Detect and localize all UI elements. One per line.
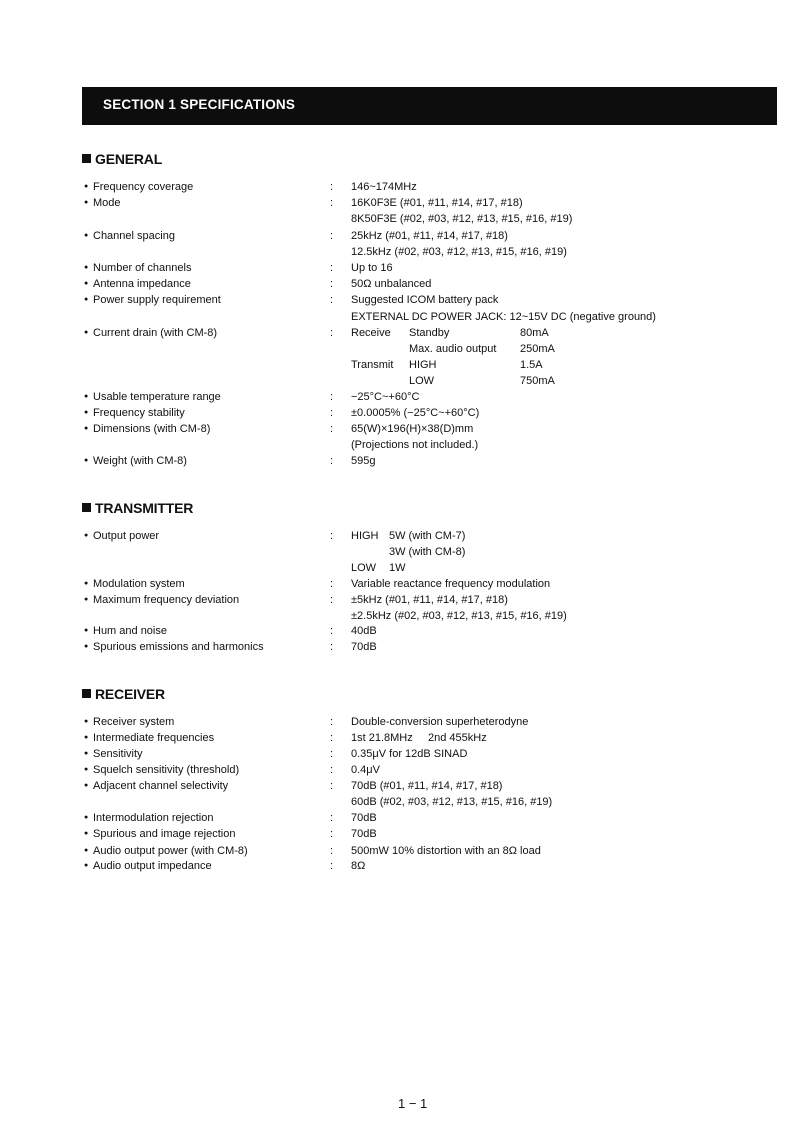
spec-row-spurious-image: ● Spurious and image rejection : 70dB	[0, 826, 797, 842]
spec-row-output-power-low: LOW 1W	[351, 562, 406, 574]
spec-row-audio-impedance: ● Audio output impedance : 8Ω	[0, 858, 797, 874]
spec-row-output-power: ● Output power : HIGH 5W (with CM-7)	[0, 528, 797, 544]
spec-row-power-supply-cont: EXTERNAL DC POWER JACK: 12~15V DC (negative ground)	[351, 311, 656, 323]
spec-row-channel-spacing-cont: 12.5kHz (#02, #03, #12, #13, #15, #16, #19)	[351, 246, 567, 258]
spec-row-dimensions: ● Dimensions (with CM-8) : 65(W)×196(H)×38(D)mm	[0, 421, 797, 437]
spec-row-output-power-cm8: 3W (with CM-8)	[389, 546, 466, 558]
transmitter-heading: TRANSMITTER	[82, 500, 193, 516]
spec-row-mode-cont: 8K50F3E (#02, #03, #12, #13, #15, #16, #19)	[351, 213, 573, 225]
spec-row-dimensions-cont: (Projections not included.)	[351, 439, 479, 451]
spec-row-current-drain-max-audio: Max. audio output 250mA	[409, 343, 555, 355]
spec-row-intermod: ● Intermodulation rejection : 70dB	[0, 810, 797, 826]
spec-row-squelch: ● Squelch sensitivity (threshold) : 0.4μV	[0, 762, 797, 778]
spec-row-frequency-coverage: ● Frequency coverage : 146~174MHz	[0, 179, 797, 195]
spec-row-current-drain-transmit-low: LOW 750mA	[409, 375, 555, 387]
spec-row-max-deviation: ● Maximum frequency deviation : ±5kHz (#01, #11, #14, #17, #18)	[0, 592, 797, 608]
spec-row-hum-noise: ● Hum and noise : 40dB	[0, 623, 797, 639]
spec-row-current-drain: ● Current drain (with CM-8) : Receive Standby 80mA	[0, 325, 797, 341]
spec-row-sensitivity: ● Sensitivity : 0.35μV for 12dB SINAD	[0, 746, 797, 762]
general-heading: GENERAL	[82, 151, 162, 167]
section-title: SECTION 1 SPECIFICATIONS	[103, 97, 296, 112]
spec-row-freq-stability: ● Frequency stability : ±0.0005% (−25°C~+60°C)	[0, 405, 797, 421]
spec-row-power-supply: ● Power supply requirement : Suggested ICOM battery pack	[0, 292, 797, 308]
spec-row-max-deviation-cont: ±2.5kHz (#02, #03, #12, #13, #15, #16, #19)	[351, 610, 567, 622]
spec-row-adjacent: ● Adjacent channel selectivity : 70dB (#01, #11, #14, #17, #18)	[0, 778, 797, 794]
spec-row-channel-spacing: ● Channel spacing : 25kHz (#01, #11, #14, #17, #18)	[0, 228, 797, 244]
spec-row-temperature: ● Usable temperature range : −25°C~+60°C	[0, 389, 797, 405]
page-number: 1 − 1	[398, 1096, 428, 1111]
receiver-heading: RECEIVER	[82, 686, 165, 702]
spec-row-audio-power: ● Audio output power (with CM-8) : 500mW 10% distortion with an 8Ω load	[0, 843, 797, 859]
spec-row-antenna-impedance: ● Antenna impedance : 50Ω unbalanced	[0, 276, 797, 292]
section-banner	[82, 87, 777, 125]
spec-row-spurious: ● Spurious emissions and harmonics : 70dB	[0, 639, 797, 655]
spec-row-adjacent-cont: 60dB (#02, #03, #12, #13, #15, #16, #19)	[351, 796, 553, 808]
spec-row-modulation: ● Modulation system : Variable reactance frequency modulation	[0, 576, 797, 592]
spec-row-current-drain-transmit-high: Transmit HIGH 1.5A	[351, 359, 543, 371]
square-bullet-icon	[82, 154, 91, 163]
spec-row-receiver-system: ● Receiver system : Double-conversion superheterodyne	[0, 714, 797, 730]
spec-row-mode: ● Mode : 16K0F3E (#01, #11, #14, #17, #18)	[0, 195, 797, 211]
square-bullet-icon	[82, 689, 91, 698]
spec-row-weight: ● Weight (with CM-8) : 595g	[0, 453, 797, 469]
spec-row-if: ● Intermediate frequencies : 1st 21.8MHz 2nd 455kHz	[0, 730, 797, 746]
spec-row-number-of-channels: ● Number of channels : Up to 16	[0, 260, 797, 276]
square-bullet-icon	[82, 503, 91, 512]
